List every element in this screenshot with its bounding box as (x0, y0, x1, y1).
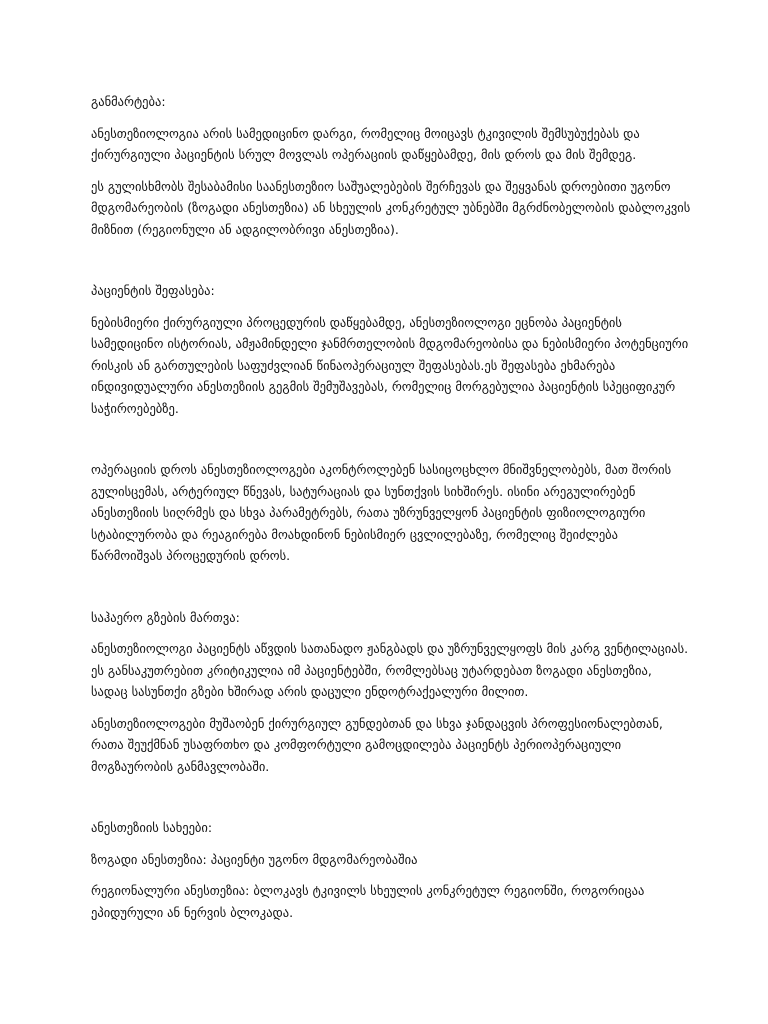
section-intraoperative-monitoring (91, 459, 691, 567)
paragraph: ანესთეზიოლოგია არის სამედიცინო დარგი, რომელიც მოიცავს ტკივილის შემსუბუქებას და ქირურგიული პაციენტის სრულ მოვლას ოპერაციის დაწყებამდე, მის დროს და მის შემდეგ. (91, 125, 640, 162)
section-airway-management (91, 607, 691, 778)
section-heading: საჰაერო გზების მართვა: (91, 609, 240, 625)
paragraph: ანესთეზიოლოგი პაციენტს აწვდის სათანადო ჟანგბადს და უზრუნველყოფს მის კარგ ვენტილაციას. ეს განსაკუთრებით კრიტიკულია იმ პაციენტებში, რომლებსაც უტარდებათ ზოგადი ანესთეზია, სადაც სასუნთქი გზები ხშირად არის დაცული ენდოტრაქეალური მილით. (91, 641, 689, 699)
section-anesthesia-types (91, 817, 691, 923)
section-heading: ანესთეზიის სახეები: (91, 820, 213, 835)
paragraph: ეს გულისხმობს შესაბამისი საანესთეზიო საშუალებების შერჩევას და შეყვანას დროებითი უგონო მდგომარეობის (ზოგადი ანესთეზია) ან სხეულის კონკრეტულ უბნებში მგრძნობელობის დაბლოკვის მიზნით (რეგიონული ან ადგილობრივი ანესთეზია). (91, 178, 691, 237)
paragraph: ანესთეზიოლოგები მუშაობენ ქირურგიულ გუნდებთან და სხვა ჯანდაცვის პროფესიონალებთან, რათა შეუქმნან უსაფრთხო და კომფორტული გამოცდილება პაციენტს პერიოპერაციული მოგზაურობის განმავლობაში. (91, 715, 663, 774)
section-heading: პაციენტის შეფასება: (91, 283, 215, 298)
paragraph: ნებისმიერი ქირურგიული პროცედურის დაწყებამდე, ანესთეზიოლოგი ეცნობა პაციენტის სამედიცინო ისტორიას, ამჟამინდელი ჯანმრთელობის მდგომარეობისა და ნებისმიერი პოტენციური რისკის ან გართულების საფუძვლიან წინაოპერაციულ შეფასებას.ეს შეფასება ეხმარება ინდივიდუალური ანესთეზიის გეგმის შემუშავებას, რომელიც მორგებულია პაციენტის სპეციფიკურ საჭიროებებზე. (91, 314, 689, 416)
section-heading: განმარტება: (91, 94, 166, 109)
section-definition (91, 91, 691, 240)
section-patient-assessment (91, 280, 691, 419)
paragraph: ოპერაციის დროს ანესთეზიოლოგები აკონტროლებენ სასიცოცხლო მნიშვნელობებს, მათ შორის გულისცემას, არტერიულ წნევას, სატურაციას და სუნთქვის სიხშირეს. ისინი არეგულირებენ ანესთეზიის სიღრმეს და სხვა პარამეტრებს, რათა უზრუნველყონ პაციენტის ფიზიოლოგიური სტაბილურობა და რეაგირება მოახდინონ ნებისმიერ ცვლილებაზე, რომელიც შეიძლება წარმოიშვას პროცედურის დროს. (91, 462, 672, 563)
document-page (91, 91, 691, 963)
paragraph: რეგიონალური ანესთეზია: ბლოკავს ტკივილს სხეულის კონკრეტულ რეგიონში, როგორიცაა ეპიდურული ან ნერვის ბლოკადა. (91, 883, 645, 920)
paragraph: ზოგადი ანესთეზია: პაციენტი უგონო მდგომარეობაშია (91, 851, 418, 867)
